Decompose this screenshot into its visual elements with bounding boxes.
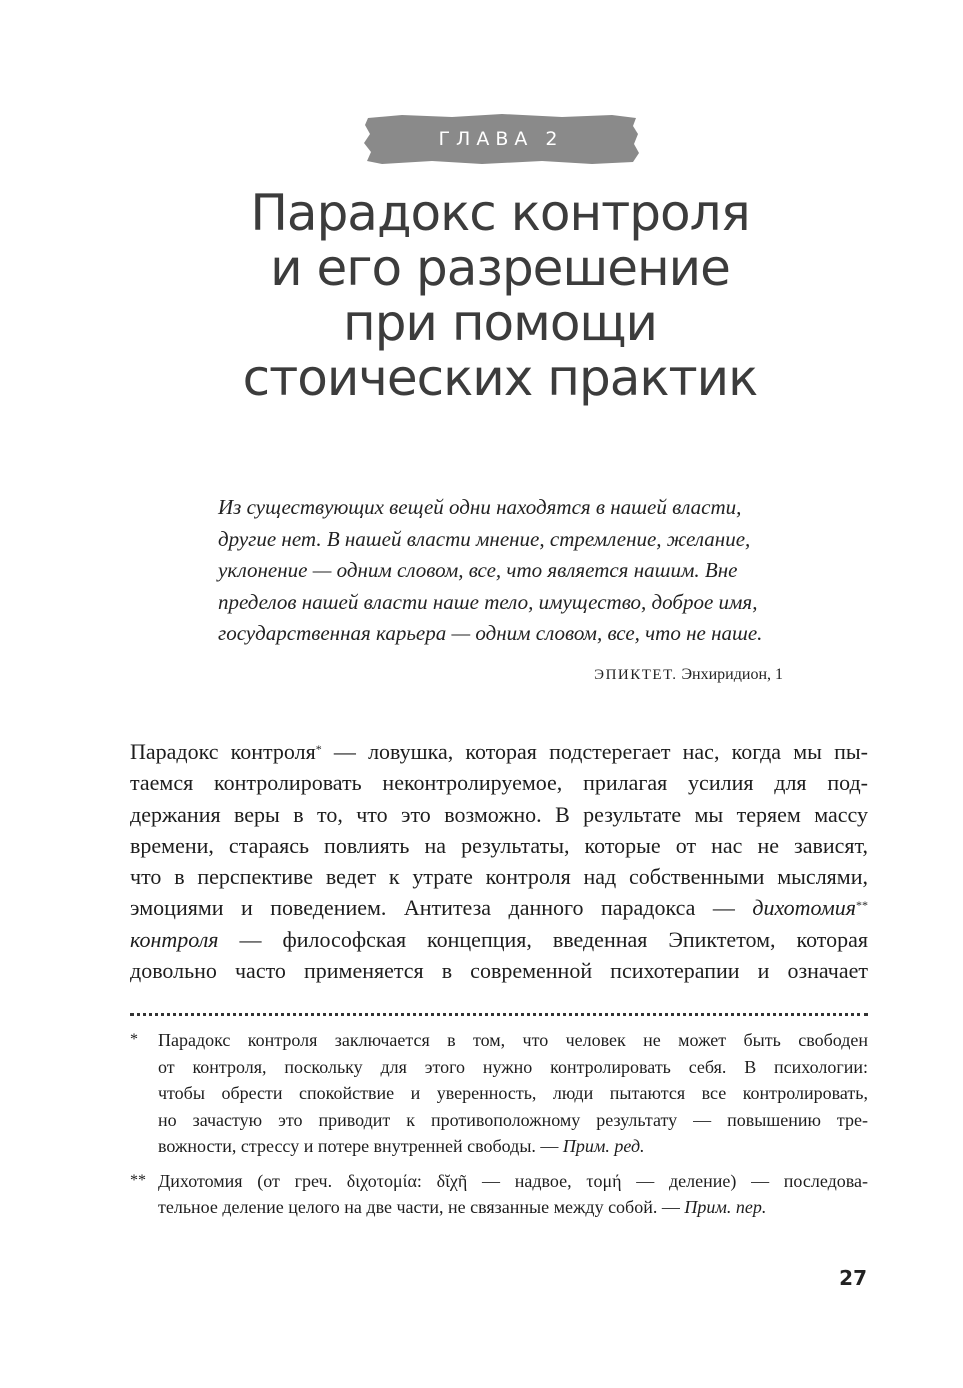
editor-note: Прим. ред. xyxy=(562,1136,645,1156)
body-emphasis: дихотомия xyxy=(752,895,856,921)
epigraph xyxy=(218,492,783,684)
footnote-divider xyxy=(130,1013,868,1016)
footnote-line: Парадокс контроля заключается в том, что человек не может быть свободен xyxy=(158,1030,868,1050)
epigraph-author: ЭПИКТЕТ. xyxy=(594,666,678,683)
body-text-fragment: — философская концепция, введенная Эпиктетом, которая xyxy=(218,926,868,952)
body-line: что в перспективе ведет к утрате контроля над собственными мыслями, xyxy=(130,864,868,890)
chapter-title-line: Парадокс контроля xyxy=(250,184,750,242)
body-line: довольно часто применяется в современной психотерапии и означает xyxy=(130,958,868,984)
chapter-banner xyxy=(362,112,640,166)
epigraph-line: государственная карьера — одним словом, все, что не наше. xyxy=(218,621,763,645)
epigraph-source-title: Энхиридион, 1 xyxy=(681,665,783,683)
body-line: времени, стараясь повлиять на результаты, которые от нас не зависят, xyxy=(130,832,868,858)
footnote-line xyxy=(158,1133,868,1160)
epigraph-line: Из существующих вещей одни находятся в нашей власти, xyxy=(218,495,742,519)
chapter-label: ГЛАВА 2 xyxy=(438,128,564,150)
body-text-fragment: — ловушка, которая подстерегает нас, когда мы пы- xyxy=(321,739,868,764)
chapter-title-line: и его разрешение xyxy=(270,239,730,297)
body-line xyxy=(130,924,868,955)
chapter-title-line: при помощи xyxy=(343,294,657,352)
footnote-marker: * xyxy=(130,1031,138,1048)
footnote-marker: ** xyxy=(130,1171,146,1189)
footnote-ref-2[interactable]: ** xyxy=(856,898,868,913)
body-text-fragment: эмоциями и поведением. Антитеза данного парадокса — xyxy=(130,895,753,921)
page-number: 27 xyxy=(839,1266,867,1290)
footnote-text: тельное деление целого на две части, не связанные между собой. — xyxy=(158,1197,685,1217)
body-emphasis: контроля xyxy=(130,926,219,952)
footnote-line xyxy=(158,1194,868,1221)
footnote-line: Дихотомия (от греч. διχοτομία: δῐχῆ — надвое, τομή — деление) — последова- xyxy=(158,1170,868,1191)
footnotes xyxy=(130,1027,868,1229)
epigraph-attribution xyxy=(218,666,783,684)
body-line: таемся контролировать неконтролируемое, прилагая усилия для под- xyxy=(130,770,868,796)
body-line: держания веры в то, что это возможно. В результате мы теряем массу xyxy=(130,801,868,827)
epigraph-line: пределов нашей власти наше тело, имущество, доброе имя, xyxy=(218,589,758,614)
footnote-line: чтобы обрести спокойствие и уверенность, люди пытаются все контролировать, xyxy=(158,1083,868,1103)
footnote-2 xyxy=(130,1168,868,1221)
footnote-line: от контроля, поскольку для этого нужно контролировать себя. В психологии: xyxy=(158,1056,868,1077)
chapter-title-line: стоических практик xyxy=(242,349,758,407)
epigraph-line: уклонение — одним словом, все, что является нашим. Вне xyxy=(218,558,738,582)
body-paragraph xyxy=(130,736,868,986)
translator-note: Прим. пер. xyxy=(684,1197,767,1217)
footnote-line: но зачастую это приводит к противоположному результату — повышению тре- xyxy=(158,1109,868,1130)
footnote-1 xyxy=(130,1027,868,1160)
footnote-ref-1[interactable]: * xyxy=(315,742,322,756)
footnote-text: вожности, стрессу и потере внутренней свободы. — xyxy=(158,1136,563,1156)
epigraph-quote xyxy=(218,492,783,650)
body-line xyxy=(130,892,868,923)
epigraph-line: другие нет. В нашей власти мнение, стремление, желание, xyxy=(218,526,751,551)
chapter-title xyxy=(150,186,850,406)
body-text-fragment: Парадокс контроля xyxy=(130,739,316,764)
body-line xyxy=(130,736,868,767)
